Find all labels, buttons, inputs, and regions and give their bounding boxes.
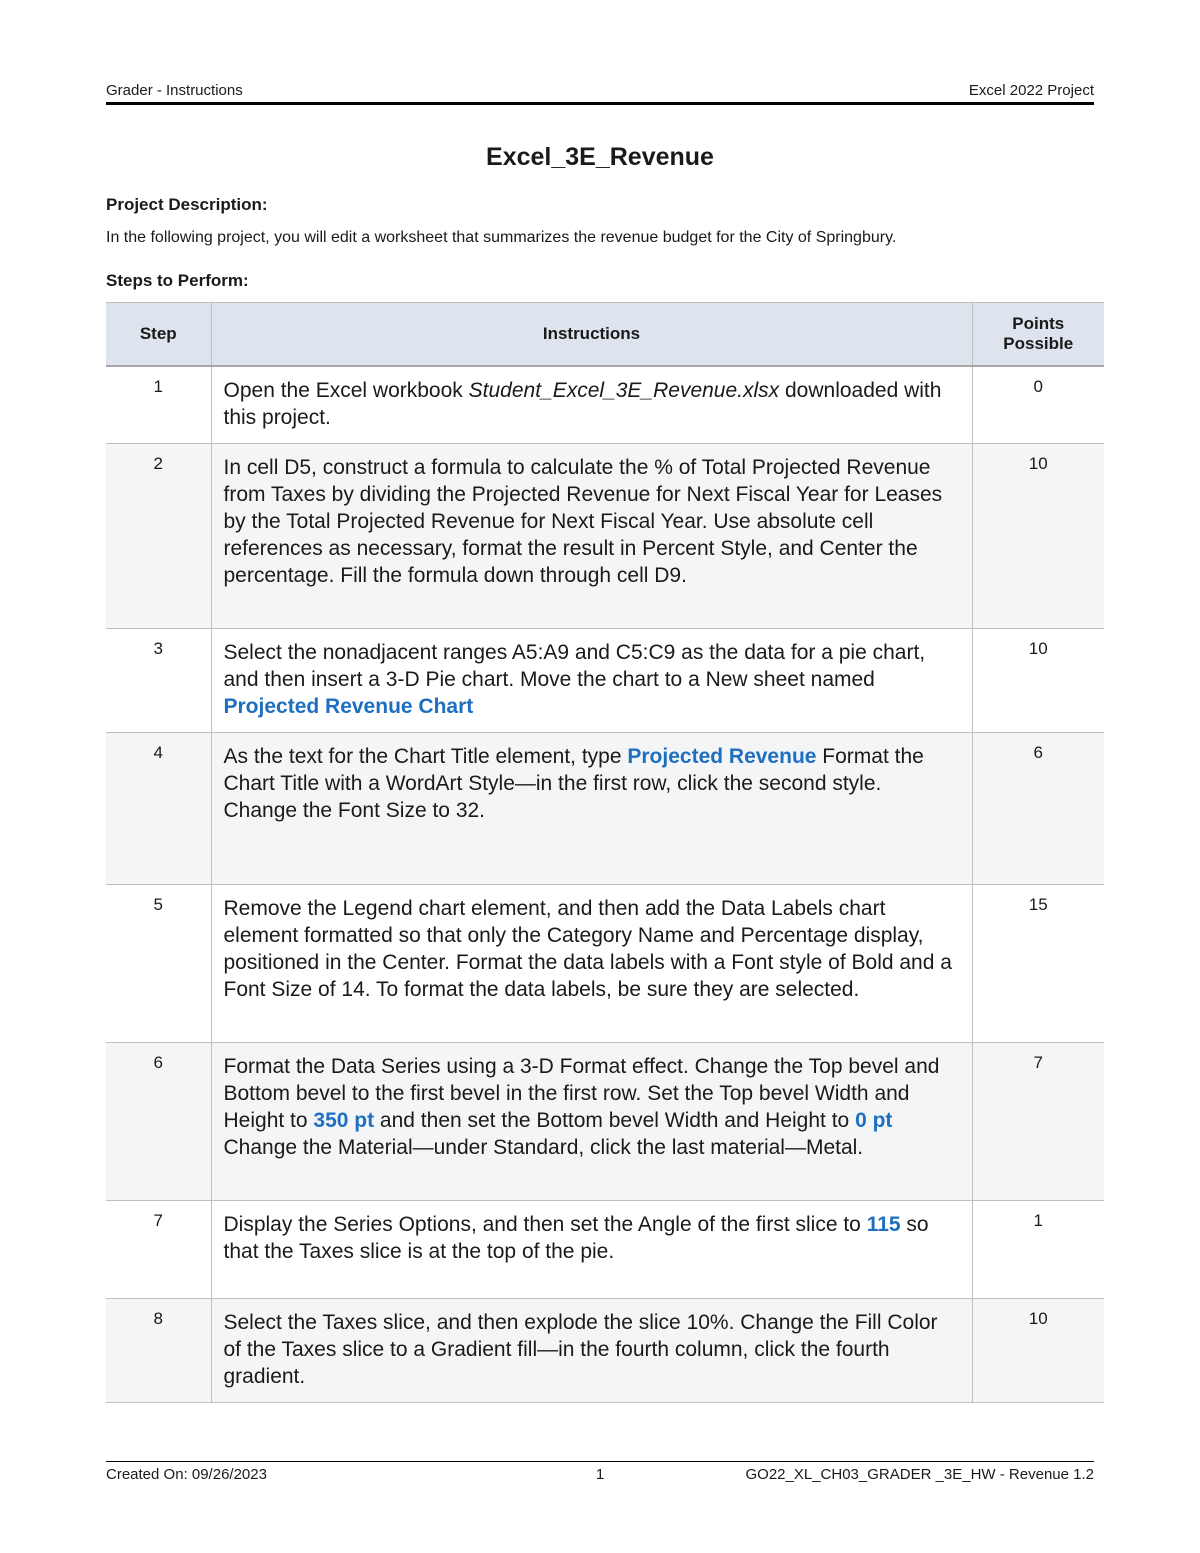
instr-highlight: 0 pt [855,1108,893,1132]
step-number: 4 [106,732,211,884]
instr-text: so that the Taxes slice is at the top of the pie. [223,1212,929,1263]
instr-highlight: Projected Revenue Chart [223,694,474,718]
col-header-points-line2: Possible [1003,334,1074,353]
step-instructions [211,1298,972,1402]
table-header-row [106,303,1104,367]
step-number: 1 [106,366,211,443]
instr-text: downloaded with this project. [223,379,942,429]
step-instructions [211,443,972,628]
instr-highlight: 115 [866,1212,901,1236]
footer-page-number: 1 [595,1466,605,1483]
page-header [106,82,1094,102]
instr-highlight: 350 pt [313,1108,375,1132]
step-points: 7 [972,1042,1104,1200]
step-instructions [211,1200,972,1298]
step-number: 6 [106,1042,211,1200]
step-number: 5 [106,884,211,1042]
page-title: Excel_3E_Revenue [486,143,714,171]
table-row [106,884,1104,1042]
step-points: 15 [972,884,1104,1042]
col-header-points [972,303,1104,367]
instr-text: Select the nonadjacent ranges A5:A9 and C5:C9 as the data for a pie chart, and then insert a 3-D Pie chart. Move the chart to a New sheet named [223,640,926,691]
table-row [106,732,1104,884]
instr-text: In cell D5, construct a formula to calculate the % of Total Projected Revenue from Taxes by dividing the Projected Revenue for Next Fiscal Year for Leases by the Total Projected Revenue for Next Fiscal Year. Use absolute cell references as necessary, format the result in Percent Style, and Center the percentage. Fill the formula down through cell D9. [223,455,943,587]
table-row [106,1298,1104,1402]
header-left: Grader - Instructions [106,82,243,99]
instr-text: Display the Series Options, and then set the Angle of the first slice to [223,1212,867,1236]
step-points: 10 [972,1298,1104,1402]
footer-created-on: Created On: 09/26/2023 [106,1466,267,1483]
col-header-step: Step [106,303,211,367]
instr-text: and then set the Bottom bevel Width and Height to [374,1108,856,1132]
instr-filename: Student_Excel_3E_Revenue.xlsx [468,379,780,402]
instr-text: Open the Excel workbook [223,379,469,402]
step-number: 3 [106,628,211,732]
step-instructions [211,1042,972,1200]
project-description-heading: Project Description: [106,195,268,214]
footer-doc-id: GO22_XL_CH03_GRADER _3E_HW - Revenue 1.2 [745,1466,1094,1483]
step-points: 10 [972,443,1104,628]
instr-text: Format the Chart Title with a WordArt Style—in the first row, click the second style. Change the Font Size to 32. [223,744,924,822]
table-row [106,366,1104,443]
table-row [106,1042,1104,1200]
header-rule [106,102,1094,105]
instr-text: Select the Taxes slice, and then explode the slice 10%. Change the Fill Color of the Taxes slice to a Gradient fill—in the fourth column, click the fourth gradient. [223,1310,938,1388]
step-number: 2 [106,443,211,628]
steps-heading: Steps to Perform: [106,271,249,290]
col-header-points-line1: Points [1012,314,1065,333]
instr-highlight: Projected Revenue [627,744,817,768]
instr-text: Remove the Legend chart element, and then add the Data Labels chart element formatted so that only the Category Name and Percentage display, positioned in the Center. Format the data labels with a Font style of Bold and a Font Size of 14. To format the data labels, be sure they are selected. [223,896,952,1001]
project-description-text: In the following project, you will edit a worksheet that summarizes the revenue budget for the City of Springbury. [106,229,897,246]
step-instructions [211,732,972,884]
step-instructions [211,366,972,443]
table-row [106,1200,1104,1298]
instr-text: Format the Data Series using a 3-D Format effect. Change the Top bevel and Bottom bevel to the first bevel in the first row. Set the Top bevel Width and Height to [223,1054,940,1132]
step-points: 6 [972,732,1104,884]
table-row [106,443,1104,628]
col-header-instructions: Instructions [211,303,972,367]
instr-text: Change the Material—under Standard, click the last material—Metal. [223,1135,864,1159]
header-right: Excel 2022 Project [968,82,1094,99]
table-row [106,628,1104,732]
footer-rule [106,1461,1094,1462]
step-points: 1 [972,1200,1104,1298]
steps-table [106,302,1104,1403]
step-instructions [211,628,972,732]
step-number: 8 [106,1298,211,1402]
step-points: 10 [972,628,1104,732]
step-instructions [211,884,972,1042]
instr-text: As the text for the Chart Title element, type [223,744,628,768]
step-number: 7 [106,1200,211,1298]
step-points: 0 [972,366,1104,443]
